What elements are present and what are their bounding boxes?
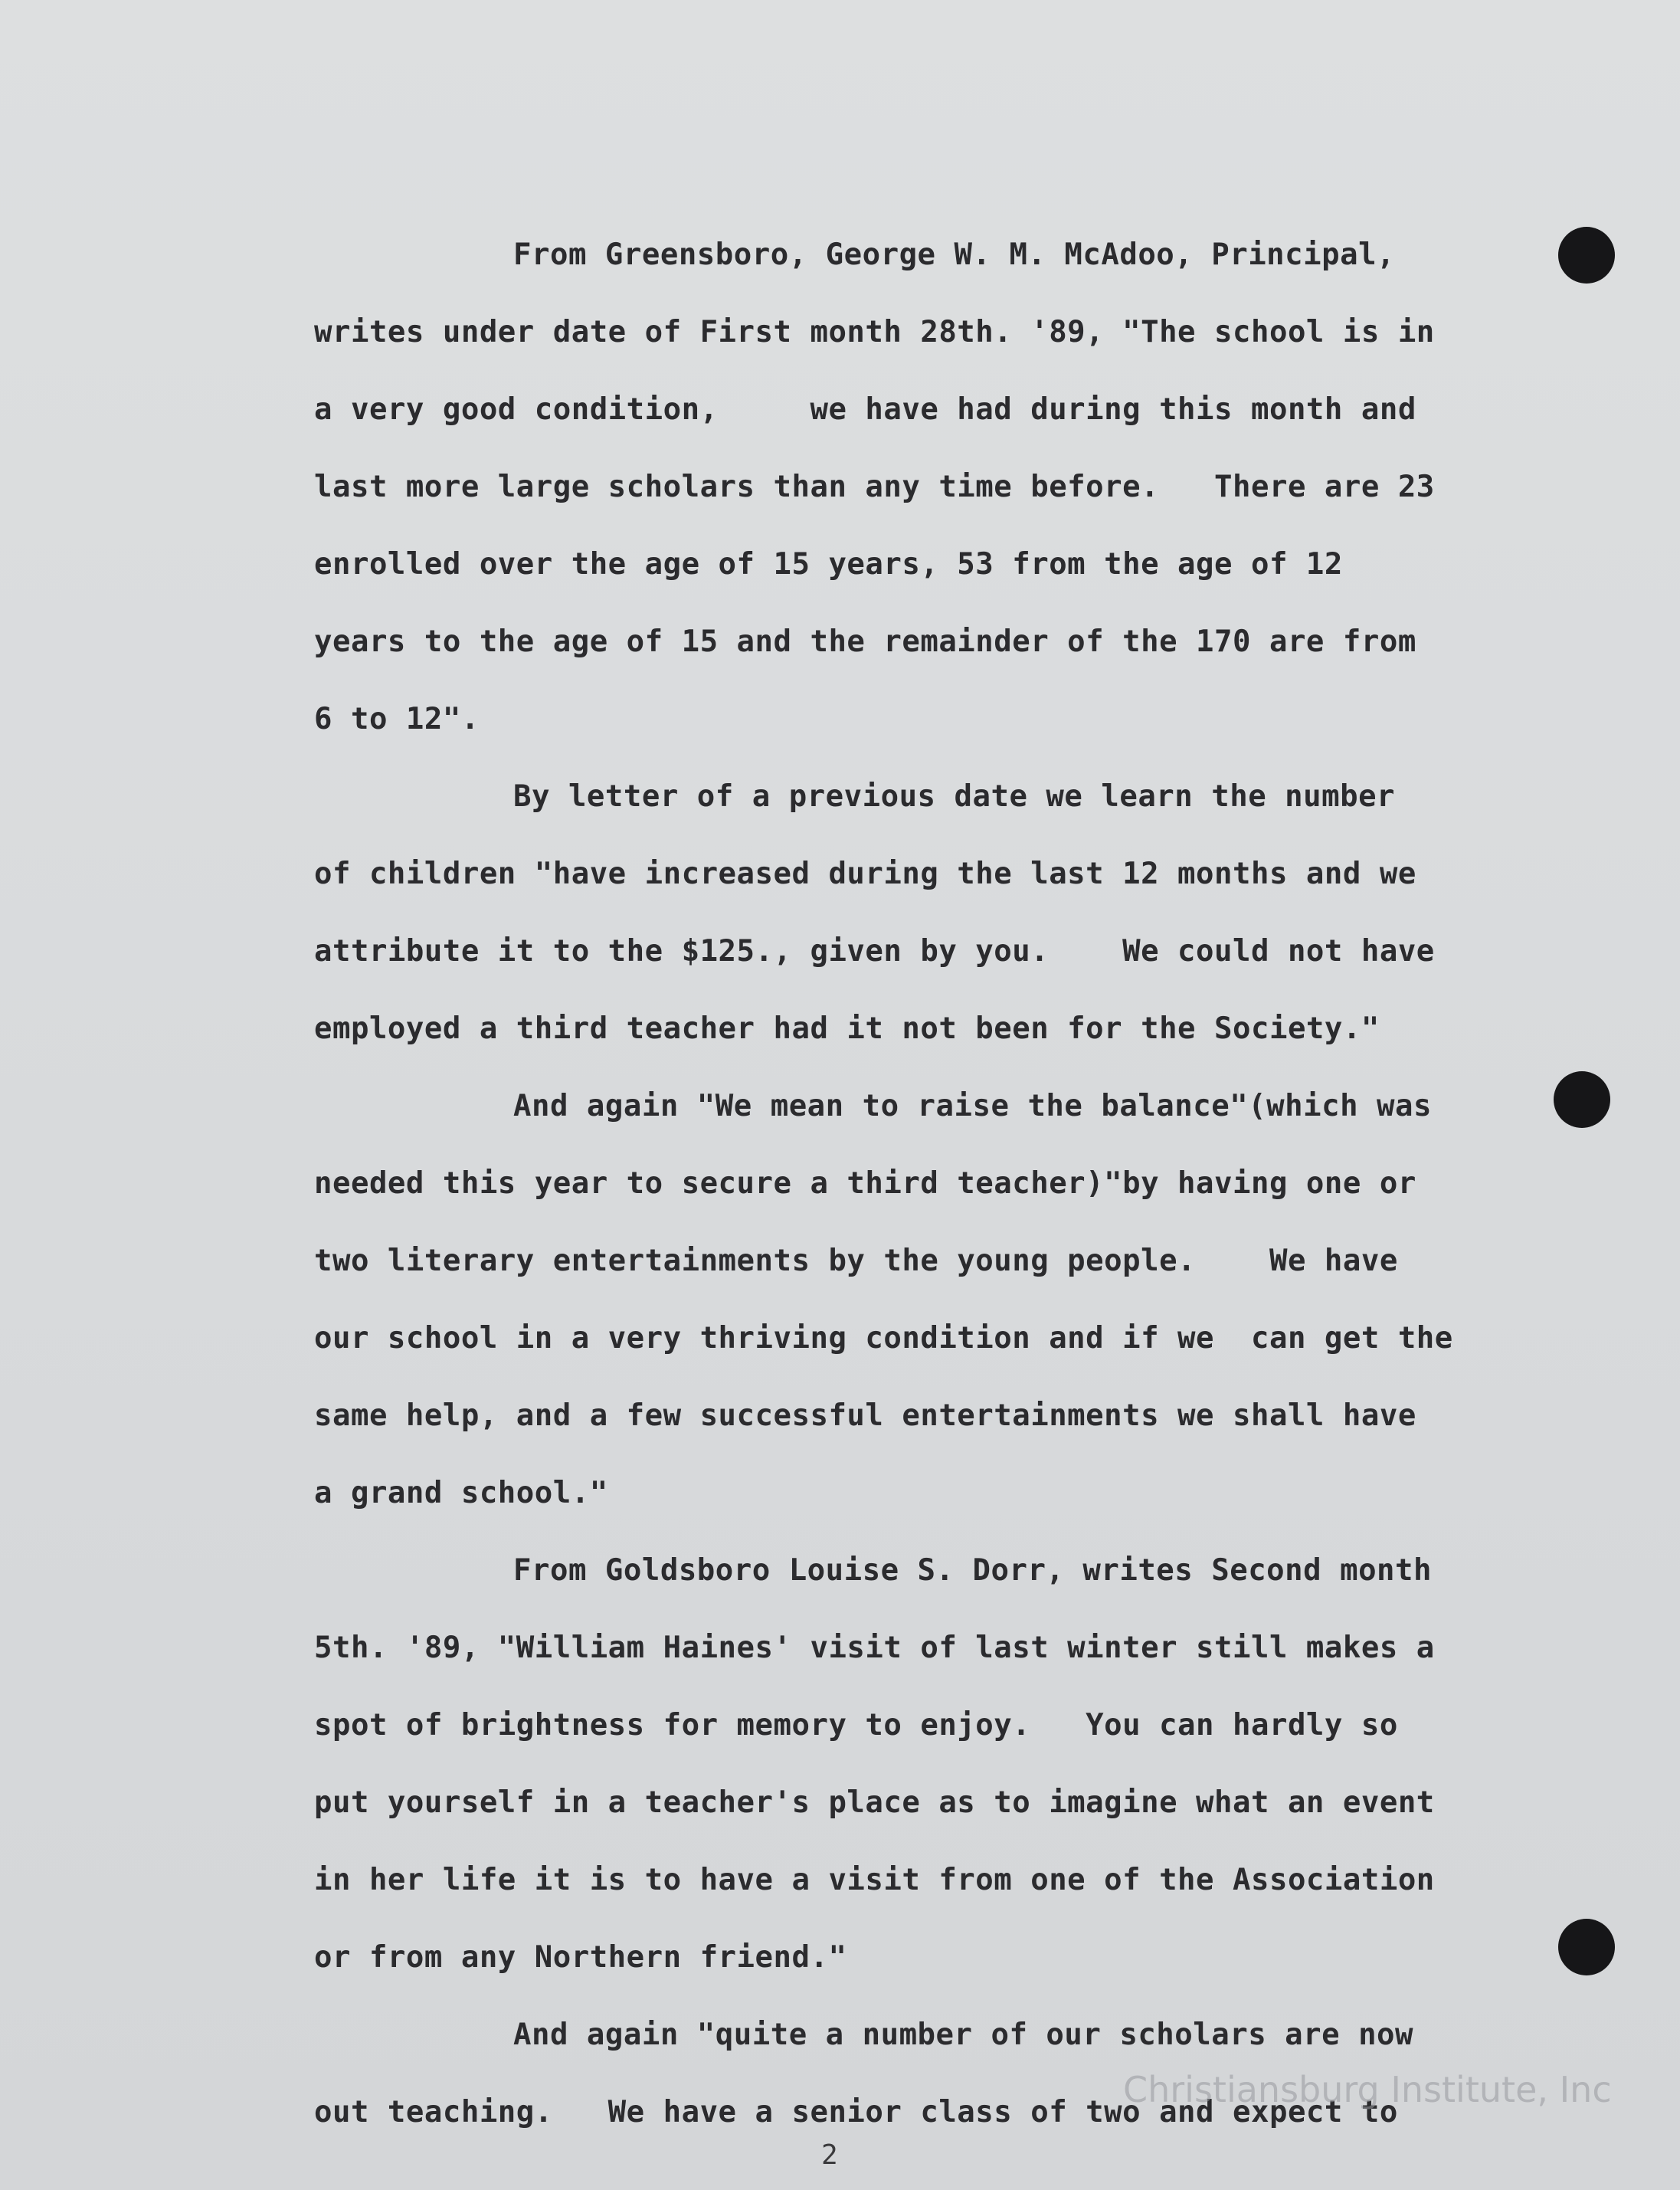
page-number: 2 bbox=[821, 2139, 838, 2171]
binder-hole-top bbox=[1558, 227, 1615, 284]
text-line: two literary entertainments by the young people. We have bbox=[314, 1244, 1398, 1278]
watermark: Christiansburg Institute, Inc bbox=[1123, 2069, 1612, 2110]
text-line: employed a third teacher had it not been for the Society." bbox=[314, 1011, 1380, 1046]
text-line: writes under date of First month 28th. '89, "The school is in bbox=[314, 315, 1435, 349]
text-line: or from any Northern friend." bbox=[314, 1940, 847, 1975]
text-line: needed this year to secure a third teacher)"by having one or bbox=[314, 1166, 1416, 1201]
paragraph-raise-balance bbox=[314, 1067, 1555, 1532]
text-line: same help, and a few successful entertainments we shall have bbox=[314, 1398, 1416, 1433]
text-line: of children "have increased during the last 12 months and we bbox=[314, 857, 1416, 891]
text-line: From Goldsboro Louise S. Dorr, writes Second month bbox=[513, 1553, 1432, 1588]
typed-letter-body bbox=[314, 216, 1555, 2151]
text-line: From Greensboro, George W. M. McAdoo, Principal, bbox=[513, 238, 1396, 272]
text-line: By letter of a previous date we learn the number bbox=[513, 779, 1396, 814]
text-line: last more large scholars than any time before. There are 23 bbox=[314, 470, 1435, 504]
text-line: 5th. '89, "William Haines' visit of last winter still makes a bbox=[314, 1631, 1435, 1665]
paragraph-greensboro bbox=[314, 216, 1555, 758]
text-line: And again "quite a number of our scholars are now bbox=[513, 2018, 1414, 2052]
text-line: And again "We mean to raise the balance"(which was bbox=[513, 1089, 1432, 1123]
text-line: enrolled over the age of 15 years, 53 from the age of 12 bbox=[314, 547, 1343, 582]
text-line: a very good condition, we have had during this month and bbox=[314, 392, 1416, 427]
text-line: spot of brightness for memory to enjoy. You can hardly so bbox=[314, 1708, 1398, 1742]
text-line: years to the age of 15 and the remainder of the 170 are from bbox=[314, 625, 1416, 659]
text-line: a grand school." bbox=[314, 1476, 608, 1510]
text-line: out teaching. We have a senior class of two and expect to bbox=[314, 2095, 1398, 2129]
text-line: put yourself in a teacher's place as to imagine what an event bbox=[314, 1785, 1435, 1820]
binder-hole-middle bbox=[1554, 1071, 1610, 1128]
paragraph-previous-letter bbox=[314, 758, 1555, 1067]
text-line: in her life it is to have a visit from one of the Association bbox=[314, 1863, 1435, 1897]
text-line: 6 to 12". bbox=[314, 702, 480, 736]
text-line: our school in a very thriving condition and if we can get the bbox=[314, 1321, 1453, 1356]
binder-hole-bottom bbox=[1558, 1919, 1615, 1975]
paragraph-goldsboro bbox=[314, 1532, 1555, 1996]
text-line: attribute it to the $125., given by you. We could not have bbox=[314, 934, 1435, 969]
